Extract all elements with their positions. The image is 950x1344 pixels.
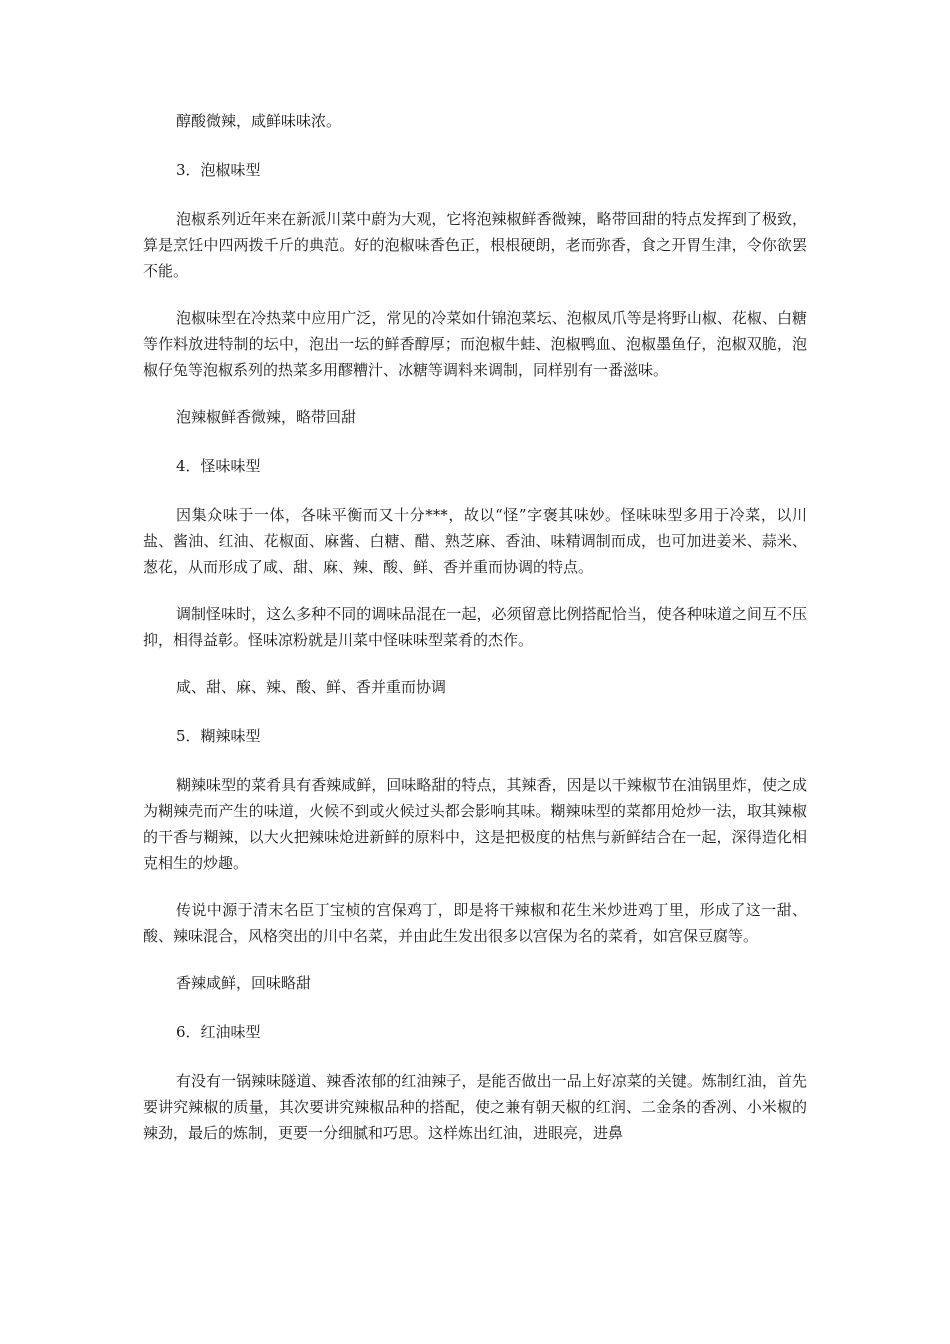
section-4-paragraph-2: 调制怪味时，这么多种不同的调味品混在一起，必须留意比例搭配恰当，使各种味道之间互不压抑，相得益彰。怪味凉粉就是川菜中怪味味型菜肴的杰作。 bbox=[143, 605, 807, 649]
section-3-paragraph-1: 泡椒系列近年来在新派川菜中蔚为大观，它将泡辣椒鲜香微辣，略带回甜的特点发挥到了极致，算是烹饪中四两拨千斤的典范。好的泡椒味香色正，根根硬朗，老而弥香，食之开胃生津，令你欲罢不能。 bbox=[143, 210, 807, 280]
section-5-paragraph-2: 传说中源于清末名臣丁宝桢的宫保鸡丁，即是将干辣椒和花生米炒进鸡丁里，形成了这一甜、酸、辣味混合，风格突出的川中名菜，并由此生发出很多以宫保为名的菜肴，如宫保豆腐等。 bbox=[143, 901, 807, 945]
section-4-heading: 4．怪味味型 bbox=[176, 457, 261, 475]
section-4-summary: 咸、甜、麻、辣、酸、鲜、香并重而协调 bbox=[176, 678, 447, 696]
section-3-paragraph-2: 泡椒味型在冷热菜中应用广泛，常见的冷菜如什锦泡菜坛、泡椒凤爪等是将野山椒、花椒、白糖等作料放进特制的坛中，泡出一坛的鲜香醇厚；而泡椒牛蛙、泡椒鸭血、泡椒墨鱼仔，泡椒双脆，泡椒仔兔等泡椒系列的热菜多用醪糟汁、冰糖等调料来调制，同样别有一番滋味。 bbox=[143, 309, 807, 379]
section-5-summary: 香辣咸鲜，回味略甜 bbox=[176, 974, 312, 992]
section-3-heading: 3．泡椒味型 bbox=[176, 161, 261, 179]
intro-tail-paragraph: 醇酸微辣，咸鲜味味浓。 bbox=[176, 112, 342, 130]
section-4-paragraph-1: 因集众味于一体，各味平衡而又十分***，故以“怪”字褒其味妙。怪味味型多用于冷菜，以川盐、酱油、红油、花椒面、麻酱、白糖、醋、熟芝麻、香油、味精调制而成，也可加进姜米、蒜米、葱花，从而形成了咸、甜、麻、辣、酸、鲜、香并重而协调的特点。 bbox=[143, 506, 807, 576]
document-page bbox=[143, 108, 807, 1167]
section-6-heading: 6．红油味型 bbox=[176, 1023, 261, 1041]
section-6-paragraph-1: 有没有一锅辣味隧道、辣香浓郁的红油辣子，是能否做出一品上好凉菜的关键。炼制红油，首先要讲究辣椒的质量，其次要讲究辣椒品种的搭配，使之兼有朝天椒的红润、二金条的香冽、小米椒的辣劲，最后的炼制，更要一分细腻和巧思。这样炼出红油，进眼亮，进鼻 bbox=[143, 1072, 807, 1142]
section-3-summary: 泡辣椒鲜香微辣，略带回甜 bbox=[176, 408, 357, 426]
section-5-paragraph-1: 糊辣味型的菜肴具有香辣咸鲜，回味略甜的特点，其辣香，因是以干辣椒节在油锅里炸，使之成为糊辣壳而产生的味道，火候不到或火候过头都会影响其味。糊辣味型的菜都用炝炒一法，取其辣椒的干香与糊辣，以大火把辣味炝进新鲜的原料中，这是把极度的枯焦与新鲜结合在一起，深得造化相克相生的炒趣。 bbox=[143, 776, 807, 872]
section-5-heading: 5．糊辣味型 bbox=[176, 727, 261, 745]
